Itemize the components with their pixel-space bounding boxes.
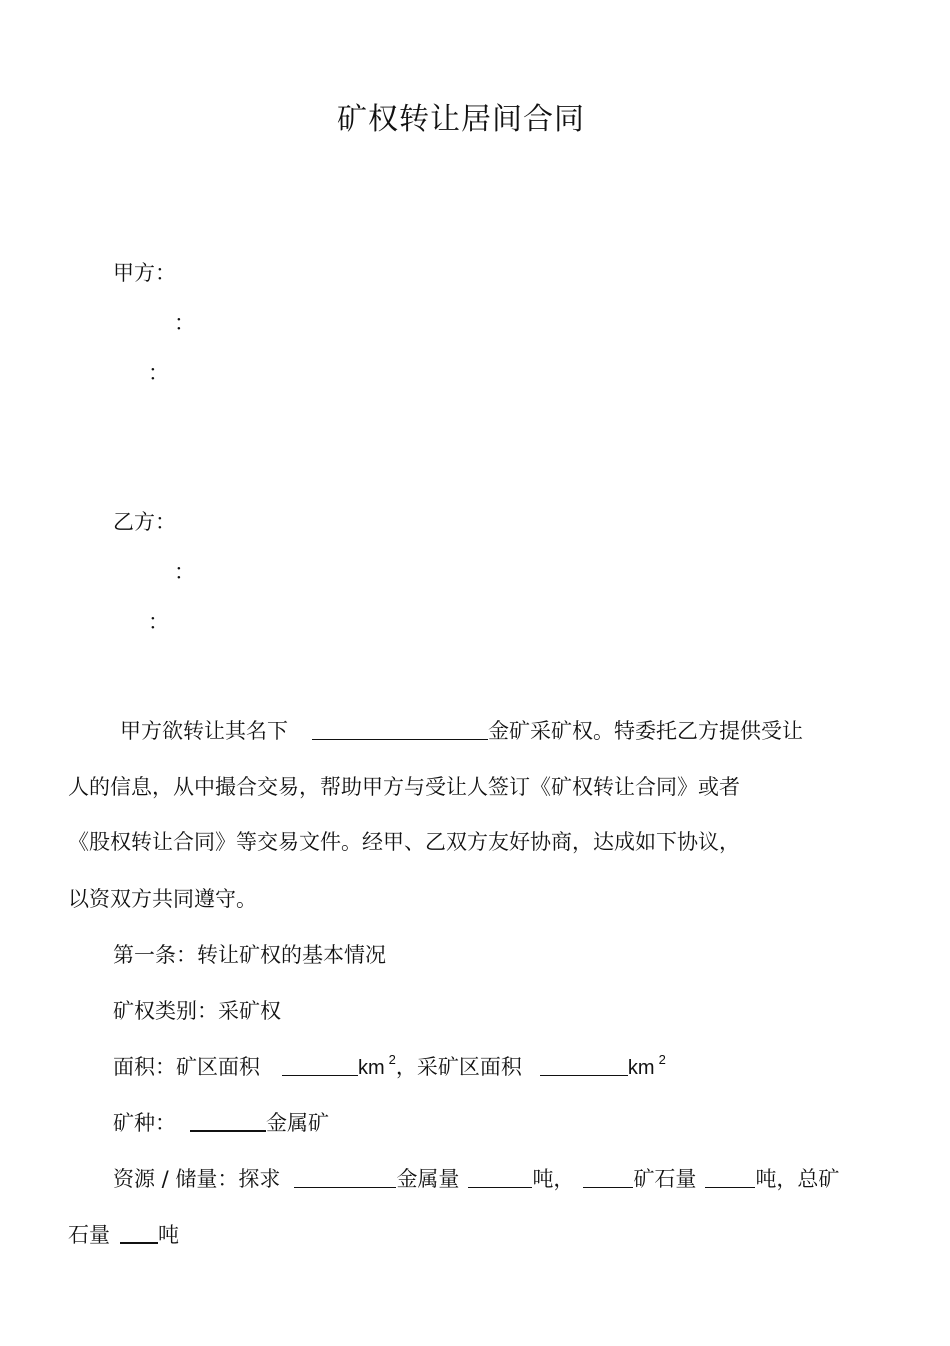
ton-2: 吨，总矿 <box>755 1167 840 1191</box>
mine-area-blank <box>282 1055 358 1076</box>
resource-line <box>113 1165 839 1193</box>
party-b-label: 乙方： <box>113 510 176 534</box>
intro-line-1-after: 金矿采矿权。特委托乙方提供受让 <box>488 719 803 743</box>
ton-1: 吨， <box>532 1167 575 1191</box>
mineral-type-line <box>113 1109 329 1137</box>
metal-quantity-blank <box>468 1167 532 1188</box>
total-ore-label: 石量 <box>68 1223 110 1247</box>
ore-label: 矿石量 <box>633 1167 697 1191</box>
party-b-field-3-colon: ： <box>148 610 169 634</box>
party-a-field-3-colon: ： <box>148 361 169 385</box>
ton-3: 吨 <box>158 1223 179 1247</box>
area-label: 面积：矿区面积 <box>113 1055 260 1079</box>
area-unit-sup: 2 <box>388 1052 396 1067</box>
intro-line-4: 以资双方共同遵守。 <box>68 887 257 911</box>
article-1-heading: 第一条：转让矿权的基本情况 <box>113 943 386 967</box>
mining-area-blank <box>540 1055 628 1076</box>
resource-type-blank <box>294 1167 396 1188</box>
ore-type-blank <box>583 1167 633 1188</box>
mine-name-blank <box>312 719 488 740</box>
total-ore-line <box>68 1221 179 1249</box>
intro-line-3: 《股权转让合同》等交易文件。经甲、乙双方友好协商，达成如下协议， <box>68 830 740 854</box>
intro-line-2: 人的信息，从中撮合交易，帮助甲方与受让人签订《矿权转让合同》或者 <box>68 775 740 799</box>
mineral-type-blank <box>190 1110 266 1132</box>
document-title: 矿权转让居间合同 <box>337 102 585 137</box>
mining-area-label: ，采矿区面积 <box>395 1055 522 1079</box>
area-unit: km <box>358 1057 385 1079</box>
intro-line-1 <box>120 717 803 745</box>
mineral-label: 矿种： <box>113 1111 176 1135</box>
metal-label: 金属量 <box>396 1167 460 1191</box>
total-ore-blank <box>120 1222 158 1244</box>
party-b-field-2-colon: ： <box>174 560 195 584</box>
ore-quantity-blank <box>705 1167 755 1188</box>
intro-line-1-before: 甲方欲转让其名下 <box>120 719 288 743</box>
mineral-right-category: 矿权类别：采矿权 <box>113 999 281 1023</box>
party-a-label: 甲方： <box>113 261 176 285</box>
resource-label: 资源 / 储量：探求 <box>113 1167 281 1191</box>
mineral-suffix: 金属矿 <box>266 1111 329 1135</box>
area-line <box>113 1053 666 1082</box>
party-a-field-2-colon: ： <box>174 311 195 335</box>
mining-area-unit: km <box>627 1057 655 1079</box>
mining-area-unit-sup: 2 <box>658 1052 666 1067</box>
